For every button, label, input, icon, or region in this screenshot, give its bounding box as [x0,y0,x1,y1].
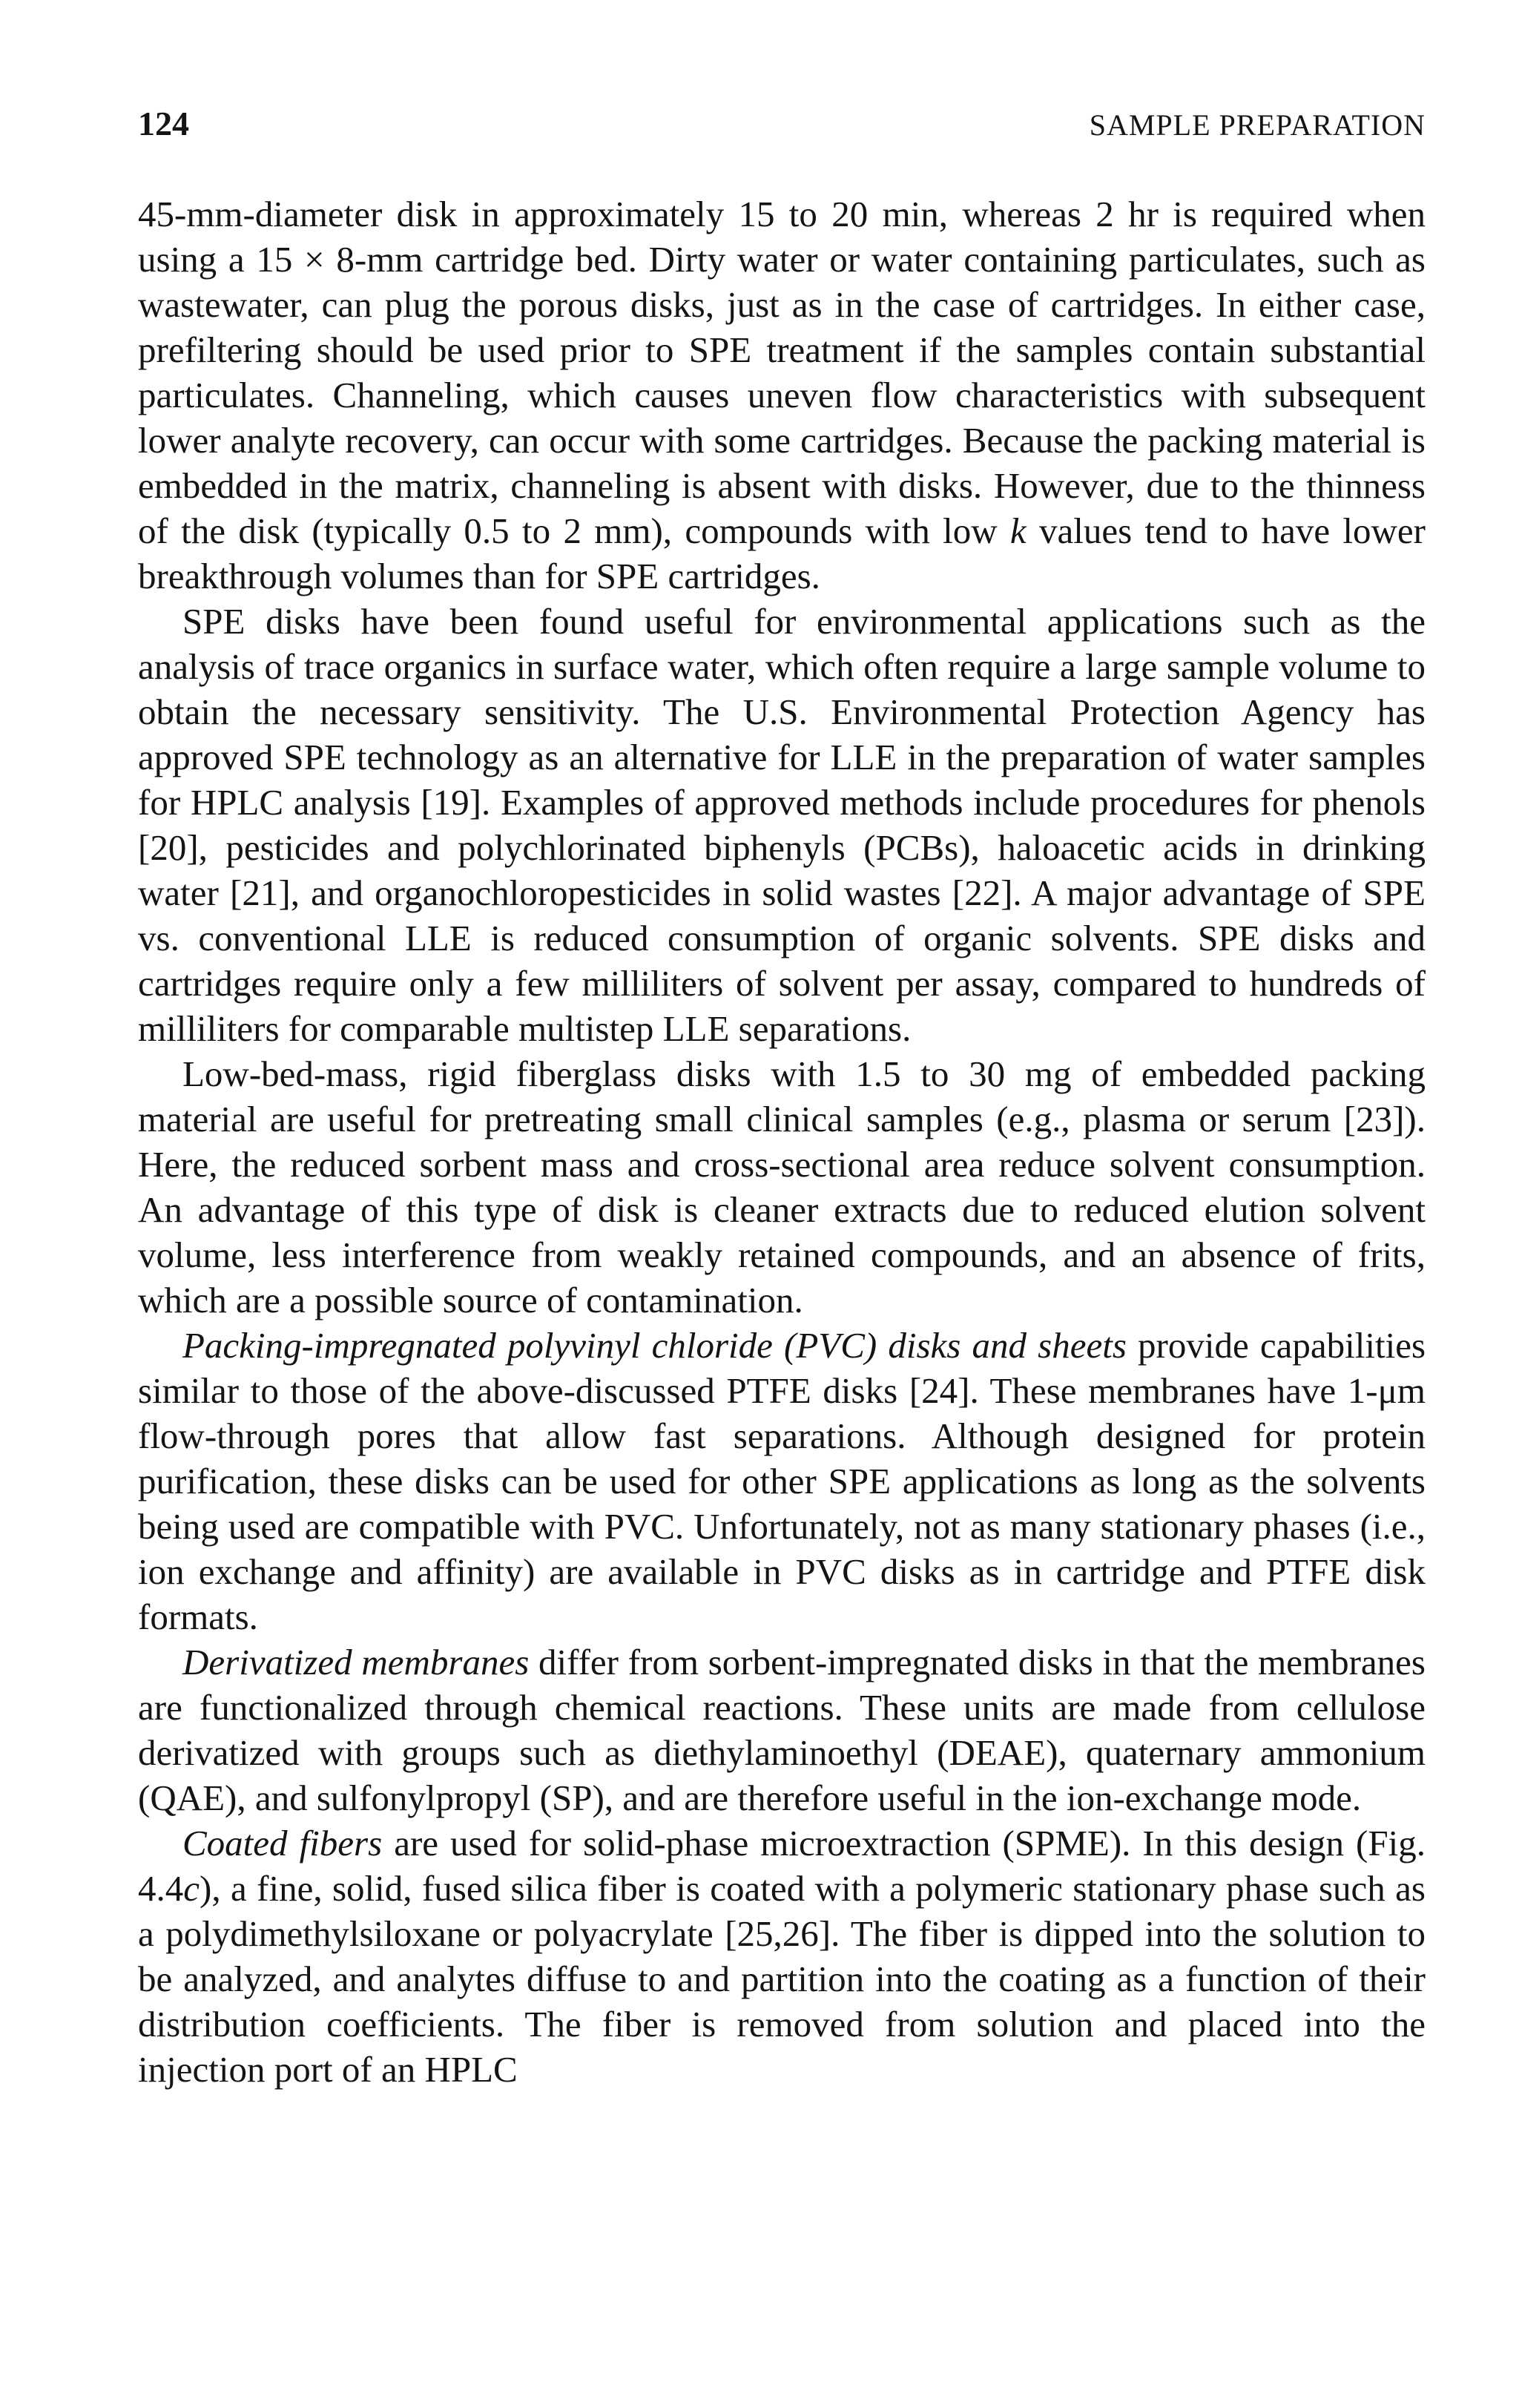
text-span: are used for solid-phase microextraction (SPME). In this design (Fig. 4.4 [138,1823,1426,1909]
paragraph-pvc-disks [138,1323,1426,1639]
text-span: differ from sorbent-impregnated disks in that the membranes are functionalized through chemical reactions. These units are made from cellulose derivatized with groups such as diethylaminoethyl (DEAE), quaternary ammonium (QAE), and sulfonylpropyl (SP), and are therefore useful in the ion-exchange mode. [138,1642,1426,1818]
page-header [138,104,1426,163]
text-span: 45-mm-diameter disk in approximately 15 to 20 min, whereas 2 hr is required when using a 15 × 8-mm cartridge bed. Dirty water or water containing particulates, such as wastewater, can plug the porous disks, just as in the case of cartridges. In either case, prefiltering should be used prior to SPE treatment if the samples contain substantial particulates. Channeling, which causes uneven flow characteristics with subsequent lower analyte recovery, can occur with some cartridges. Because the packing material is embedded in the matrix, channeling is absent with disks. However, due to the thinness of the disk (typically 0.5 to 2 mm), compounds with low [138,194,1426,551]
text-span: values tend to have lower breakthrough volumes than for SPE cartridges. [138,510,1426,596]
italic-term-pvc-disks: Packing-impregnated polyvinyl chloride (PVC) disks and sheets [182,1325,1127,1366]
italic-term-coated-fibers: Coated fibers [182,1823,383,1863]
paragraph-fiberglass-disks [138,1051,1426,1323]
body-text [138,191,1426,2092]
paragraph-disk-flow [138,191,1426,599]
page-number: 124 [138,105,189,142]
italic-figure-letter: c [183,1868,200,1909]
italic-term-derivatized-membranes: Derivatized membranes [182,1642,530,1682]
text-span: Low-bed-mass, rigid fiberglass disks with 1.5 to 30 mg of embedded packing material are useful for pretreating small clinical samples (e.g., plasma or serum [23]). Here, the reduced sorbent mass and cross-sectional area reduce solvent consumption. An advantage of this type of disk is cleaner extracts due to reduced elution solvent volume, less interference from weakly retained compounds, and an absence of frits, which are a possible source of contamination. [138,1053,1426,1320]
document-page [138,104,1426,2092]
text-span: provide capabilities similar to those of the above-discussed PTFE disks [24]. These membranes have 1-μm flow-through pores that allow fast separations. Although designed for protein purification, these disks can be used for other SPE applications as long as the solvents being used are compatible with PVC. Unfortunately, not as many stationary phases (i.e., ion exchange and affinity) are available in PVC disks as in cartridge and PTFE disk formats. [138,1325,1426,1637]
italic-variable-k: k [1009,510,1027,551]
paragraph-environmental-applications [138,599,1426,1051]
paragraph-coated-fibers [138,1820,1426,2092]
text-span: SPE disks have been found useful for environmental applications such as the analysis of trace organics in surface water, which often require a large sample volume to obtain the necessary sensitivity. The U.S. Environmental Protection Agency has approved SPE technology as an alternative for LLE in the preparation of water samples for HPLC analysis [19]. Examples of approved methods include procedures for phenols [20], pesticides and polychlorinated biphenyls (PCBs), haloacetic acids in drinking water [21], and organochloropesticides in solid wastes [22]. A major advantage of SPE vs. conventional LLE is reduced consumption of organic solvents. SPE disks and cartridges require only a few milliliters of solvent per assay, compared to hundreds of milliliters for comparable multistep LLE separations. [138,601,1426,1049]
paragraph-derivatized-membranes [138,1639,1426,1820]
text-span: ), a fine, solid, fused silica fiber is coated with a polymeric stationary phase such as a polydimethylsiloxane or polyacrylate [25,26]. The fiber is dipped into the solution to be analyzed, and analytes diffuse to and partition into the coating as a function of their distribution coefficients. The fiber is removed from solution and placed into the injection port of an HPLC [138,1868,1426,2090]
running-head: SAMPLE PREPARATION [1089,108,1426,142]
